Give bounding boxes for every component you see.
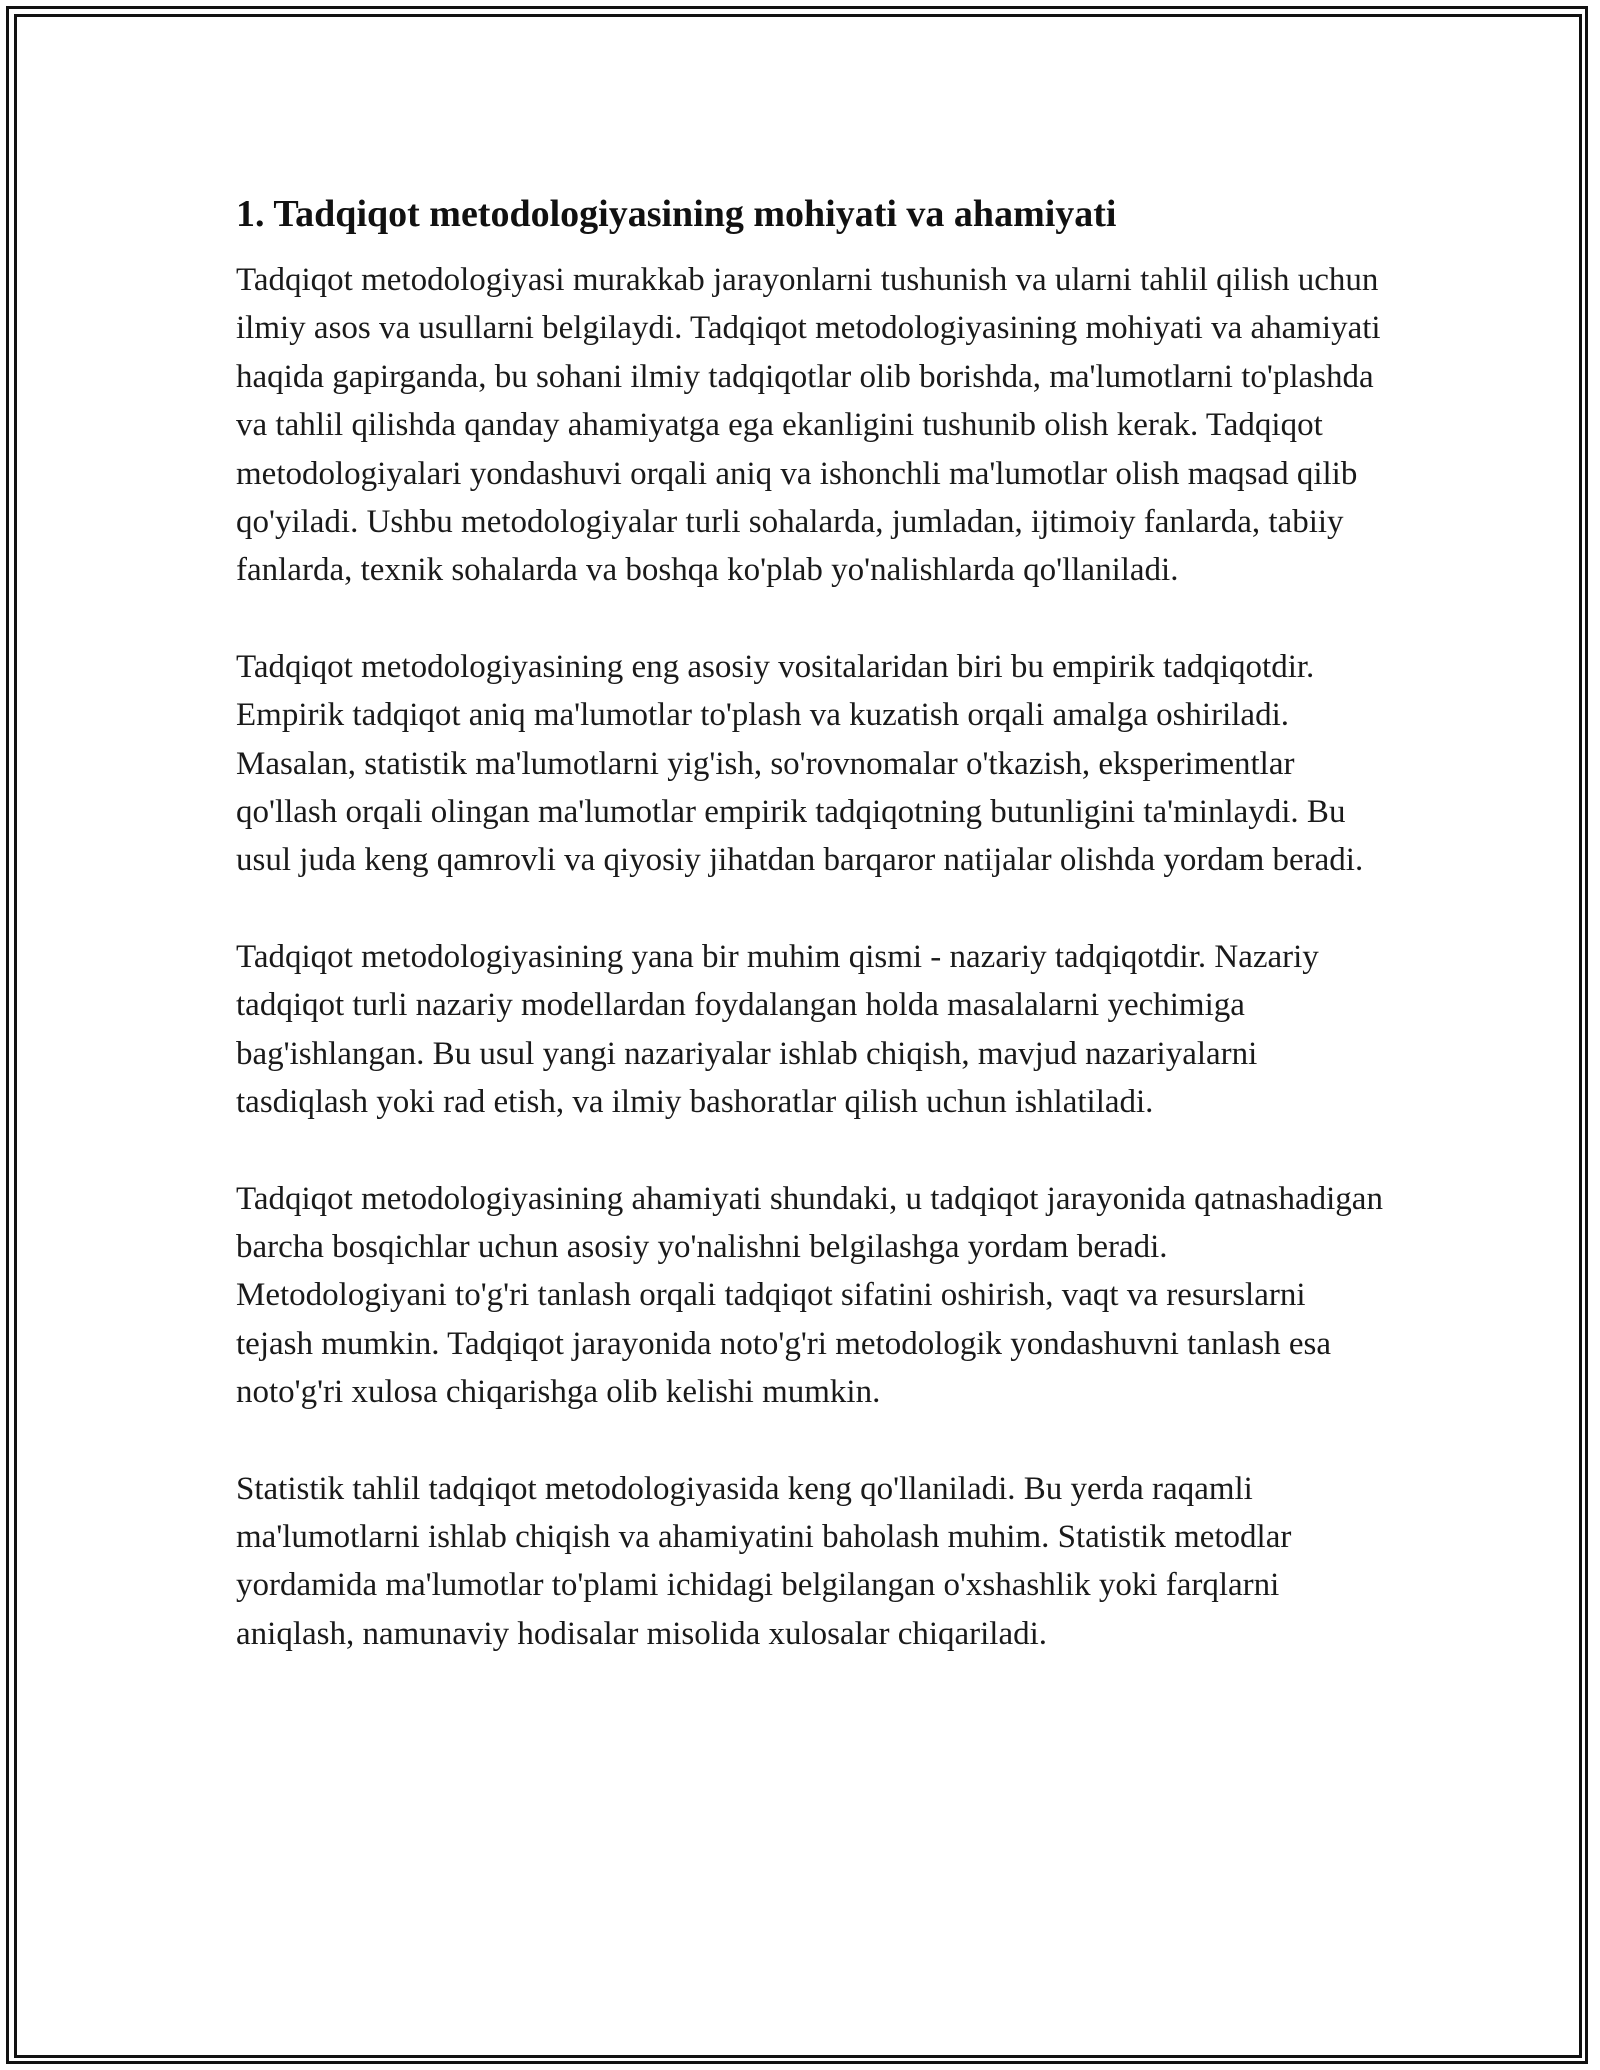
document-body <box>236 186 1386 1706</box>
paragraph-4: Tadqiqot metodologiyasining ahamiyati shundaki, u tadqiqot jarayonida qatnashadigan barcha bosqichlar uchun asosiy yo'nalishni belgilashga yordam beradi. Metodologiyani to'g'ri tanlash orqali tadqiqot sifatini oshirish, vaqt va resurslarni tejash mumkin. Tadqiqot jarayonida noto'g'ri metodologik yondashuvni tanlash esa noto'g'ri xulosa chiqarishga olib kelishi mumkin. <box>236 1180 1383 1411</box>
paragraph-2: Tadqiqot metodologiyasining eng asosiy vositalaridan biri bu empirik tadqiqotdir. Empirik tadqiqot aniq ma'lumotlar to'plash va kuzatish orqali amalga oshiriladi. Masalan, statistik ma'lumotlarni yig'ish, so'rovnomalar o'tkazish, eksperimentlar qo'llash orqali olingan ma'lumotlar empirik tadqiqotning butunligini ta'minlaydi. Bu usul juda keng qamrovli va qiyosiy jihatdan barqaror natijalar olishda yordam beradi. <box>236 648 1364 879</box>
paragraph-5: Statistik tahlil tadqiqot metodologiyasida keng qo'llaniladi. Bu yerda raqamli ma'lumotlarni ishlab chiqish va ahamiyatini baholash muhim. Statistik metodlar yordamida ma'lumotlar to'plami ichidagi belgilangan o'xshashlik yoki farqlarni aniqlash, namunaviy hodisalar misolida xulosalar chiqariladi. <box>236 1470 1292 1652</box>
paragraph-3: Tadqiqot metodologiyasining yana bir muhim qismi - nazariy tadqiqotdir. Nazariy tadqiqot turli nazariy modellardan foydalangan holda masalalarni yechimiga bag'ishlangan. Bu usul yangi nazariyalar ishlab chiqish, mavjud nazariyalarni tasdiqlash yoki rad etish, va ilmiy bashoratlar qilish uchun ishlatiladi. <box>236 938 1319 1121</box>
paragraph-1: Tadqiqot metodologiyasi murakkab jarayonlarni tushunish va ularni tahlil qilish uchun ilmiy asos va usullarni belgilaydi. Tadqiqot metodologiyasining mohiyati va ahamiyati haqida gapirganda, bu sohani ilmiy tadqiqotlar olib borishda, ma'lumotlarni to'plashda va tahlil qilishda qanday ahamiyatga ega ekanligini tushunib olish kerak. Tadqiqot metodologiyalari yondashuvi orqali aniq va ishonchli ma'lumotlar olish maqsad qilib qo'yiladi. Ushbu metodologiyalar turli sohalarda, jumladan, ijtimoiy fanlarda, tabiiy fanlarda, texnik sohalarda va boshqa ko'plab yo'nalishlarda qo'llaniladi. <box>236 262 1381 589</box>
section-heading: 1. Tadqiqot metodologiyasining mohiyati va ahamiyati <box>236 193 1117 235</box>
